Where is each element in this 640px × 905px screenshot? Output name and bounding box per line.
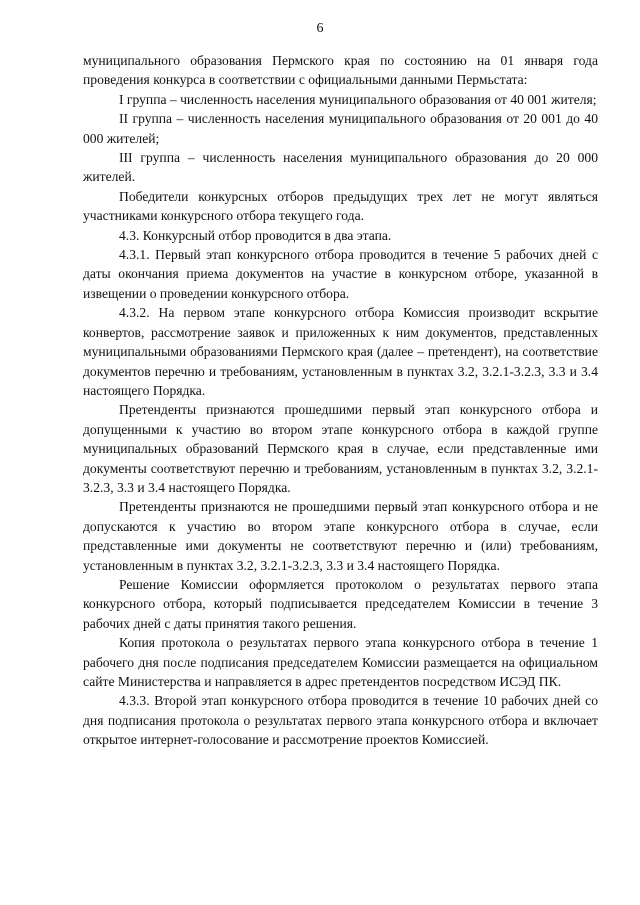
paragraph-4-3-1: 4.3.1. Первый этап конкурсного отбора проводится в течение 5 рабочих дней с даты окончания приема документов на участие в конкурсном отборе, указанной в извещении о проведении конкурсного отбора. xyxy=(83,247,598,301)
paragraph-group-2: II группа – численность населения муниципального образования от 20 001 до 40 000 жителей; xyxy=(83,111,598,146)
paragraph-group-3: III группа – численность населения муниципального образования до 20 000 жителей. xyxy=(83,150,598,185)
paragraph-4-3: 4.3. Конкурсный отбор проводится в два этапа. xyxy=(119,227,392,243)
paragraph-passed: Претенденты признаются прошедшими первый этап конкурсного отбора и допущенными к участию во втором этапе конкурсного отбора в каждой группе муниципальных образований Пермского края в случае, если представленные ими документы соответствуют перечню и требованиям, установленным в пунктах 3.2, 3.2.1-3.2.3, 3.3 и 3.4 настоящего Порядка. xyxy=(83,402,598,495)
paragraph-intro: муниципального образования Пермского края по состоянию на 01 января года проведения конкурса в соответствии с официальными данными Пермьстата: xyxy=(83,53,598,88)
paragraph-protocol-copy: Копия протокола о результатах первого этапа конкурсного отбора в течение 1 рабочего дня после подписания председателем Комиссии размещается на официальном сайте Министерства и направляется в адрес претендентов посредством ИСЭД ПК. xyxy=(83,635,598,689)
paragraph-winners: Победители конкурсных отборов предыдущих трех лет не могут являться участниками конкурсного отбора текущего года. xyxy=(83,188,598,224)
document-body xyxy=(83,51,598,750)
paragraph-not-passed: Претенденты признаются не прошедшими первый этап конкурсного отбора и не допускаются к участию во втором этапе конкурсного отбора в случае, если представленные ими документы не соответствуют перечню и (или) требованиям, установленным в пунктах 3.2, 3.2.1-3.2.3, 3.3 и 3.4 настоящего Порядка. xyxy=(83,499,598,573)
paragraph-group-1: I группа – численность населения муниципального образования от 40 001 жителя; xyxy=(119,91,597,107)
paragraph-4-3-3: 4.3.3. Второй этап конкурсного отбора проводится в течение 10 рабочих дней со дня подписания протокола о результатах первого этапа конкурсного отбора и включает открытое интернет-голосование и рассмотрение проектов Комиссией. xyxy=(83,693,598,748)
page-number: 6 xyxy=(316,21,324,36)
paragraph-4-3-2: 4.3.2. На первом этапе конкурсного отбора Комиссия производит вскрытие конвертов, рассмотрение заявок и приложенных к ним документов, представленных муниципальными образованиями Пермского края (далее – претендент), на соответствие документов перечню и требованиям, установленным в пунктах 3.2, 3.2.1-3.2.3, 3.3 и 3.4 настоящего Порядка. xyxy=(83,305,598,398)
paragraph-decision: Решение Комиссии оформляется протоколом о результатах первого этапа конкурсного отбора, который подписывается председателем Комиссии в течение 3 рабочих дней с даты принятия такого решения. xyxy=(83,576,598,631)
